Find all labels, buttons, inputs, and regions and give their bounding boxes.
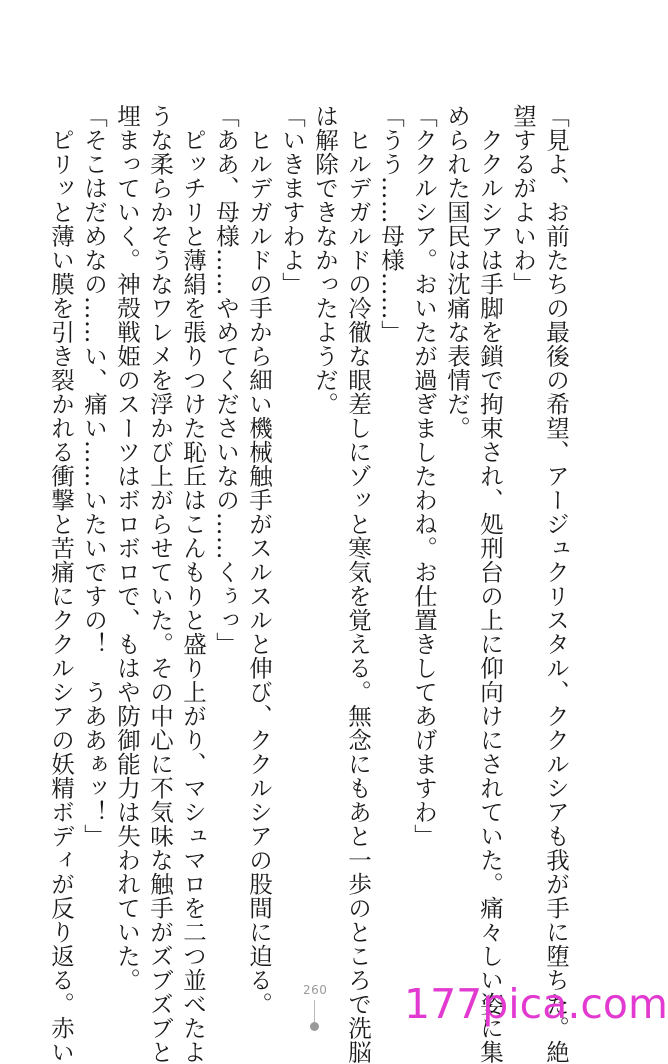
page-number: 260 — [303, 983, 328, 997]
text-line: 望するがよいわ」 — [509, 104, 537, 296]
text-line: 「いきますわよ」 — [278, 104, 306, 296]
text-line: ピッチリと薄絹を張りつけた恥丘はこんもりと盛り上がり、マシュマロを二つ並べたよ — [179, 104, 207, 1064]
text-line: は解除できなかったようだ。 — [311, 104, 339, 416]
text-line: ククルシアは手脚を鎖で拘束され、処刑台の上に仰向けにされていた。痛々しい姿に集 — [476, 104, 504, 1064]
text-line: ピリッと薄い膜を引き裂かれる衝撃と苦痛にククルシアの妖精ボディが反り返る。赤い — [47, 104, 75, 1064]
text-line: 埋まっていく。神殻戦姫のスーツはボロボロで、もはや防御能力は失われていた。 — [113, 104, 141, 992]
text-line: ヒルデガルドの冷徹な眼差しにゾッと寒気を覚える。無念にもあと一歩のところで洗脳 — [344, 104, 372, 1064]
text-line: められた国民は沈痛な表情だ。 — [443, 104, 471, 440]
text-line: ヒルデガルドの手から細い機械触手がスルスルと伸び、ククルシアの股間に迫る。 — [245, 104, 273, 1016]
text-line: 「ククルシア。おいたが過ぎましたわね。お仕置きしてあげますわ」 — [410, 104, 438, 848]
text-line: 「ああ、母様……やめてくださいなの……くぅっ」 — [212, 104, 240, 656]
text-line: うな柔らかそうなワレメを浮かび上がらせていた。その中心に不気味な触手がズブズブと — [146, 104, 174, 1064]
bookmark-dot-icon — [310, 1022, 319, 1031]
text-line: 「そこはだめなの……い、痛い……いたいですの！ うああぁッ！」 — [80, 104, 108, 848]
text-line: 「見よ、お前たちの最後の希望、アージュクリスタル、ククルシアも我が手に堕ちた。絶 — [542, 104, 570, 1064]
text-line: 「うう……母様……」 — [377, 104, 405, 344]
watermark-text: 177pica.com — [404, 980, 668, 1028]
